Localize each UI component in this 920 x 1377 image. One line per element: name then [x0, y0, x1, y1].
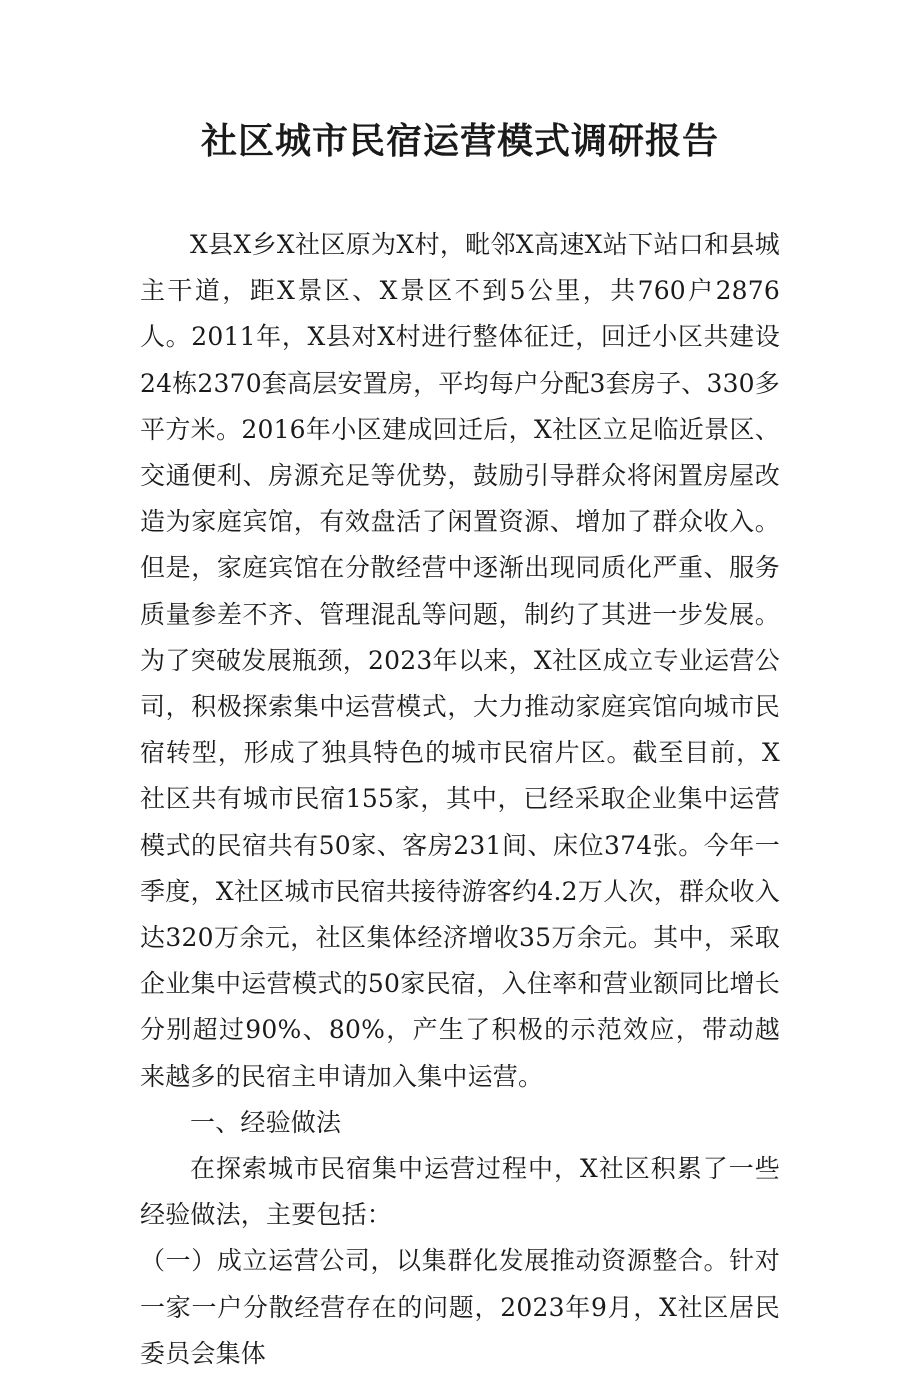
section-intro-paragraph: 在探索城市民宿集中运营过程中，X社区积累了一些经验做法，主要包括： [140, 1154, 780, 1230]
subsection-paragraph-1: （一）成立运营公司，以集群化发展推动资源整合。针对一家一户分散经营存在的问题，2023年9月，X社区居民委员会集体 [140, 1246, 780, 1368]
section-heading-experience: 一、经验做法 [190, 1107, 342, 1137]
document-body [140, 222, 780, 1377]
intro-paragraph: X县X乡X社区原为X村，毗邻X高速X站下站口和县城主干道，距X景区、X景区不到5公里，共760户2876人。2011年，X县对X村进行整体征迁，回迁小区共建设24栋2370套高层安置房，平均每户分配3套房子、330多平方米。2016年小区建成回迁后，X社区立足临近景区、交通便利、房源充足等优势，鼓励引导群众将闲置房屋改造为家庭宾馆，有效盘活了闲置资源、增加了群众收入。但是，家庭宾馆在分散经营中逐渐出现同质化严重、服务质量参差不齐、管理混乱等问题，制约了其进一步发展。为了突破发展瓶颈，2023年以来，X社区成立专业运营公司，积极探索集中运营模式，大力推动家庭宾馆向城市民宿转型，形成了独具特色的城市民宿片区。截至目前，X社区共有城市民宿155家，其中，已经采取企业集中运营模式的民宿共有50家、客房231间、床位374张。今年一季度，X社区城市民宿共接待游客约4.2万人次，群众收入达320万余元，社区集体经济增收35万余元。其中，采取企业集中运营模式的50家民宿，入住率和营业额同比增长分别超过90%、80%，产生了积极的示范效应，带动越来越多的民宿主申请加入集中运营。 [140, 230, 780, 1091]
document-title: 社区城市民宿运营模式调研报告 [200, 121, 719, 162]
